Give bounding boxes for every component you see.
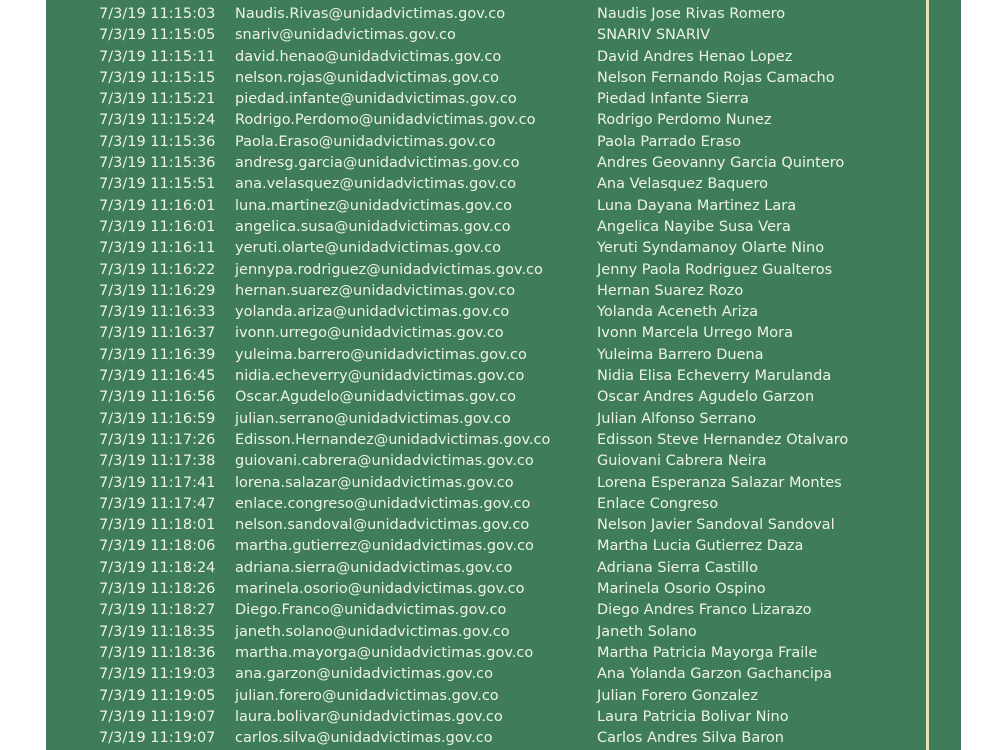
email-address: laura.bolivar@unidadvictimas.gov.co — [235, 708, 503, 725]
full-name: Adriana Sierra Castillo — [597, 559, 758, 576]
email-address: ana.velasquez@unidadvictimas.gov.co — [235, 176, 517, 193]
full-name: Martha Patricia Mayorga Fraile — [597, 644, 818, 661]
full-name: Nelson Fernando Rojas Camacho — [597, 69, 835, 86]
full-name: Piedad Infante Sierra — [597, 91, 749, 108]
email-address: Rodrigo.Perdomo@unidadvictimas.gov.co — [235, 112, 536, 129]
full-name: Marinela Osorio Ospino — [597, 581, 766, 598]
full-name: Julian Alfonso Serrano — [597, 410, 757, 427]
timestamp: 7/3/19 11:16:11 — [99, 240, 216, 257]
full-name: Janeth Solano — [597, 623, 697, 640]
list-item — [46, 686, 926, 707]
timestamp: 7/3/19 11:17:26 — [99, 431, 216, 448]
email-address: yuleima.barrero@unidadvictimas.gov.co — [235, 346, 527, 363]
document-page — [46, 0, 961, 750]
email-address: Oscar.Agudelo@unidadvictimas.gov.co — [235, 389, 517, 406]
email-address: luna.martinez@unidadvictimas.gov.co — [235, 197, 512, 214]
full-name: Yolanda Aceneth Ariza — [597, 304, 759, 321]
timestamp: 7/3/19 11:16:39 — [99, 346, 216, 363]
timestamp: 7/3/19 11:15:36 — [99, 133, 216, 150]
full-name: Martha Lucia Gutierrez Daza — [597, 538, 804, 555]
email-address: hernan.suarez@unidadvictimas.gov.co — [235, 282, 516, 299]
timestamp: 7/3/19 11:18:36 — [99, 644, 216, 661]
email-address: Paola.Eraso@unidadvictimas.gov.co — [235, 133, 496, 150]
timestamp: 7/3/19 11:17:38 — [99, 453, 216, 470]
email-address: ana.garzon@unidadvictimas.gov.co — [235, 666, 493, 683]
full-name: Nidia Elisa Echeverry Marulanda — [597, 368, 832, 385]
vertical-rule — [926, 0, 929, 750]
list-item — [46, 260, 926, 281]
email-address: martha.gutierrez@unidadvictimas.gov.co — [235, 538, 534, 555]
full-name: Jenny Paola Rodriguez Gualteros — [597, 261, 833, 278]
email-address: andresg.garcia@unidadvictimas.gov.co — [235, 155, 520, 172]
attendance-list — [46, 4, 926, 749]
timestamp: 7/3/19 11:19:07 — [99, 730, 216, 747]
timestamp: 7/3/19 11:15:11 — [99, 48, 216, 65]
list-item — [46, 132, 926, 153]
list-item — [46, 387, 926, 408]
email-address: david.henao@unidadvictimas.gov.co — [235, 48, 502, 65]
email-address: yeruti.olarte@unidadvictimas.gov.co — [235, 240, 501, 257]
full-name: Laura Patricia Bolivar Nino — [597, 708, 789, 725]
email-address: yolanda.ariza@unidadvictimas.gov.co — [235, 304, 510, 321]
full-name: Enlace Congreso — [597, 495, 719, 512]
full-name: Naudis Jose Rivas Romero — [597, 6, 786, 22]
email-address: marinela.osorio@unidadvictimas.gov.co — [235, 581, 525, 598]
timestamp: 7/3/19 11:15:15 — [99, 69, 216, 86]
timestamp: 7/3/19 11:16:59 — [99, 410, 216, 427]
list-item — [46, 217, 926, 238]
list-item — [46, 494, 926, 515]
list-item — [46, 110, 926, 131]
full-name: Angelica Nayibe Susa Vera — [597, 218, 791, 235]
email-address: martha.mayorga@unidadvictimas.gov.co — [235, 644, 534, 661]
list-item — [46, 302, 926, 323]
list-item — [46, 622, 926, 643]
timestamp: 7/3/19 11:18:24 — [99, 559, 216, 576]
list-item — [46, 47, 926, 68]
email-address: adriana.sierra@unidadvictimas.gov.co — [235, 559, 513, 576]
email-address: julian.serrano@unidadvictimas.gov.co — [235, 410, 511, 427]
full-name: Ana Yolanda Garzon Gachancipa — [597, 666, 833, 683]
timestamp: 7/3/19 11:19:07 — [99, 708, 216, 725]
list-item — [46, 366, 926, 387]
timestamp: 7/3/19 11:15:51 — [99, 176, 216, 193]
full-name: Julian Forero Gonzalez — [597, 687, 758, 704]
list-item — [46, 728, 926, 749]
timestamp: 7/3/19 11:16:37 — [99, 325, 216, 342]
list-item — [46, 707, 926, 728]
list-item — [46, 174, 926, 195]
timestamp: 7/3/19 11:17:41 — [99, 474, 216, 491]
email-address: janeth.solano@unidadvictimas.gov.co — [235, 623, 510, 640]
list-item — [46, 515, 926, 536]
list-item — [46, 4, 926, 25]
full-name: Carlos Andres Silva Baron — [597, 730, 784, 747]
timestamp: 7/3/19 11:16:22 — [99, 261, 216, 278]
list-item — [46, 196, 926, 217]
email-address: Edisson.Hernandez@unidadvictimas.gov.co — [235, 431, 551, 448]
email-address: nidia.echeverry@unidadvictimas.gov.co — [235, 368, 525, 385]
list-item — [46, 345, 926, 366]
timestamp: 7/3/19 11:16:56 — [99, 389, 216, 406]
full-name: Rodrigo Perdomo Nunez — [597, 112, 772, 129]
timestamp: 7/3/19 11:15:03 — [99, 6, 216, 22]
list-item — [46, 238, 926, 259]
full-name: Andres Geovanny Garcia Quintero — [597, 155, 845, 172]
timestamp: 7/3/19 11:19:03 — [99, 666, 216, 683]
timestamp: 7/3/19 11:16:29 — [99, 282, 216, 299]
list-item — [46, 430, 926, 451]
list-item — [46, 153, 926, 174]
timestamp: 7/3/19 11:15:05 — [99, 27, 216, 44]
email-address: enlace.congreso@unidadvictimas.gov.co — [235, 495, 531, 512]
timestamp: 7/3/19 11:18:01 — [99, 517, 216, 534]
email-address: ivonn.urrego@unidadvictimas.gov.co — [235, 325, 504, 342]
list-item — [46, 558, 926, 579]
timestamp: 7/3/19 11:18:26 — [99, 581, 216, 598]
email-address: lorena.salazar@unidadvictimas.gov.co — [235, 474, 514, 491]
timestamp: 7/3/19 11:16:33 — [99, 304, 216, 321]
list-item — [46, 89, 926, 110]
timestamp: 7/3/19 11:16:45 — [99, 368, 216, 385]
full-name: Ivonn Marcela Urrego Mora — [597, 325, 793, 342]
timestamp: 7/3/19 11:18:06 — [99, 538, 216, 555]
full-name: Ana Velasquez Baquero — [597, 176, 768, 193]
full-name: Yeruti Syndamanoy Olarte Nino — [597, 240, 825, 257]
full-name: Oscar Andres Agudelo Garzon — [597, 389, 815, 406]
full-name: Lorena Esperanza Salazar Montes — [597, 474, 842, 491]
timestamp: 7/3/19 11:18:27 — [99, 602, 216, 619]
full-name: Guiovani Cabrera Neira — [597, 453, 767, 470]
email-address: angelica.susa@unidadvictimas.gov.co — [235, 218, 511, 235]
list-item — [46, 664, 926, 685]
timestamp: 7/3/19 11:16:01 — [99, 197, 216, 214]
list-item — [46, 536, 926, 557]
email-address: julian.forero@unidadvictimas.gov.co — [235, 687, 499, 704]
email-address: piedad.infante@unidadvictimas.gov.co — [235, 91, 517, 108]
timestamp: 7/3/19 11:15:21 — [99, 91, 216, 108]
email-address: Naudis.Rivas@unidadvictimas.gov.co — [235, 6, 506, 22]
email-address: jennypa.rodriguez@unidadvictimas.gov.co — [235, 261, 543, 278]
email-address: guiovani.cabrera@unidadvictimas.gov.co — [235, 453, 534, 470]
list-item — [46, 409, 926, 430]
list-item — [46, 643, 926, 664]
timestamp: 7/3/19 11:18:35 — [99, 623, 216, 640]
full-name: Paola Parrado Eraso — [597, 133, 742, 150]
full-name: Edisson Steve Hernandez Otalvaro — [597, 431, 849, 448]
list-item — [46, 323, 926, 344]
full-name: Luna Dayana Martinez Lara — [597, 197, 797, 214]
list-item — [46, 281, 926, 302]
email-address: carlos.silva@unidadvictimas.gov.co — [235, 730, 493, 747]
email-address: snariv@unidadvictimas.gov.co — [235, 27, 456, 44]
timestamp: 7/3/19 11:17:47 — [99, 495, 216, 512]
email-address: Diego.Franco@unidadvictimas.gov.co — [235, 602, 507, 619]
list-item — [46, 25, 926, 46]
list-item — [46, 68, 926, 89]
email-address: nelson.rojas@unidadvictimas.gov.co — [235, 69, 500, 86]
timestamp: 7/3/19 11:15:24 — [99, 112, 216, 129]
full-name: Hernan Suarez Rozo — [597, 282, 744, 299]
list-item — [46, 473, 926, 494]
full-name: David Andres Henao Lopez — [597, 48, 793, 65]
timestamp: 7/3/19 11:15:36 — [99, 155, 216, 172]
email-address: nelson.sandoval@unidadvictimas.gov.co — [235, 517, 530, 534]
full-name: Yuleima Barrero Duena — [597, 346, 764, 363]
list-item — [46, 451, 926, 472]
timestamp: 7/3/19 11:16:01 — [99, 218, 216, 235]
full-name: SNARIV SNARIV — [597, 27, 711, 44]
full-name: Nelson Javier Sandoval Sandoval — [597, 517, 835, 534]
list-item — [46, 600, 926, 621]
timestamp: 7/3/19 11:19:05 — [99, 687, 216, 704]
list-item — [46, 579, 926, 600]
full-name: Diego Andres Franco Lizarazo — [597, 602, 812, 619]
